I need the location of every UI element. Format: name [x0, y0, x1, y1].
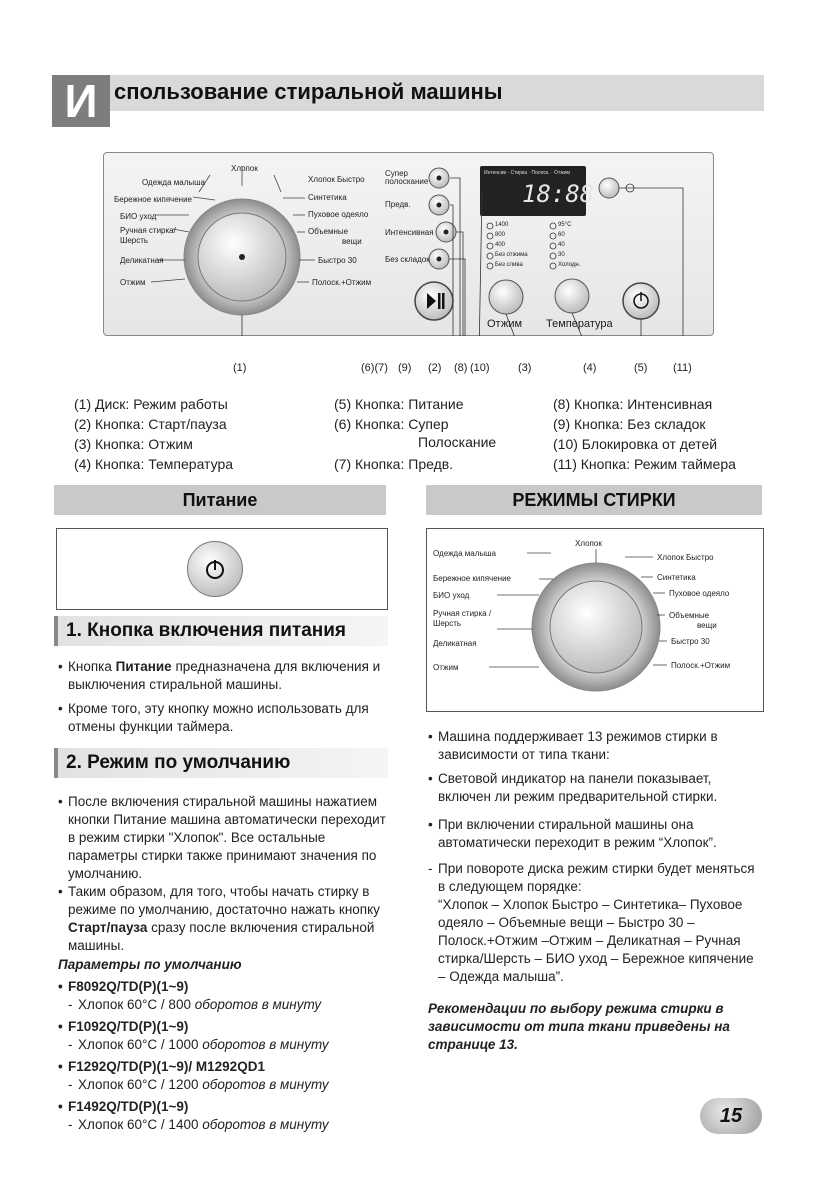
model-entry: • F1092Q/TD(P)(1~9) - Хлопок 60°C / 1000 оборотов в минуту: [58, 1018, 388, 1054]
defaults-title: Параметры по умолчанию: [58, 957, 242, 972]
model-entry: • F8092Q/TD(P)(1~9) - Хлопок 60°C / 800 оборотов в минуту: [58, 978, 388, 1014]
legend-item: (8) Кнопка: Интенсивная: [553, 396, 713, 412]
callout-number: (2): [428, 362, 442, 374]
bullet-paragraph: • После включения стиральной машины нажатием кнопки Питание машина автоматически переходит в режим стирки "Хлопок". Все остальные параметры стирки также принимают значения по умолчанию.: [58, 793, 388, 883]
panel-dial-label: Быстро 30: [318, 256, 357, 265]
legend-item: (6) Кнопка: Супер: [334, 416, 449, 432]
temperature-knob-label: Температура: [546, 318, 613, 330]
callout-number: (6)(7): [361, 362, 388, 374]
legend-column-3: [553, 394, 736, 474]
temp-option: Холодн.: [558, 262, 581, 268]
spin-option: Без отжима: [495, 252, 528, 258]
panel-dial-label: Пуховое одеяло: [308, 210, 369, 219]
temp-option: 95°C: [558, 222, 572, 228]
temp-option: 60: [558, 232, 565, 238]
dial-label: Бережное кипячение: [433, 574, 511, 583]
timer-button: [599, 178, 619, 198]
dial-label: Шерсть: [433, 619, 462, 628]
spin-option: 800: [495, 232, 506, 238]
dial-label: БИО уход: [433, 591, 470, 600]
legend-item: (5) Кнопка: Питание: [334, 396, 464, 412]
legend-item: (4) Кнопка: Температура: [74, 456, 234, 472]
dial-label: Быстро 30: [671, 637, 710, 646]
bullet-paragraph: • Таким образом, для того, чтобы начать стирку в режиме по умолчанию, достаточно нажать кнопку Старт/пауза сразу после включения стиральной машины.: [58, 883, 388, 955]
legend-item: (9) Кнопка: Без складок: [553, 416, 706, 432]
dial-label: Синтетика: [657, 573, 696, 582]
panel-dial-label: Хлопок Быстро: [308, 175, 365, 184]
bullet-paragraph: • Световой индикатор на панели показывает, включен ли режим предварительной стирки.: [428, 770, 762, 806]
panel-dial-label: Объемные: [308, 227, 349, 236]
legend-column-2: [334, 394, 496, 474]
legend-item: (2) Кнопка: Старт/пауза: [74, 416, 227, 432]
dial-label: Полоск.+Отжим: [671, 661, 731, 670]
power-icon: [203, 557, 227, 581]
legend-item: (11) Кнопка: Режим таймера: [553, 456, 736, 472]
spin-knob-label: Отжим: [487, 318, 523, 330]
legend-item: Полоскание: [418, 434, 497, 450]
section-title-wash-modes: РЕЖИМЫ СТИРКИ: [426, 485, 762, 515]
model-entry: • F1292Q/TD(P)(1~9)/ M1292QD1 - Хлопок 60°C / 1200 оборотов в минуту: [58, 1058, 388, 1094]
legend-column-1: [74, 394, 233, 474]
panel-dial-label: Одежда малыша: [142, 178, 205, 187]
wash-mode-dial-box: [426, 528, 764, 712]
legend-item: (7) Кнопка: Предв.: [334, 456, 454, 472]
section-title-power: Питание: [54, 485, 386, 515]
panel-dial-label: вещи: [342, 237, 362, 246]
dial-label: вещи: [697, 621, 717, 630]
display-top-label: Интенсив · Стирка · Полоск. · Отжим: [484, 170, 570, 176]
power-text: [58, 658, 388, 736]
bullet-paragraph: • Машина поддерживает 13 режимов стирки в зависимости от типа ткани:: [428, 728, 762, 764]
dash-paragraph: - При повороте диска режим стирки будет меняться в следующем порядке:: [428, 860, 762, 896]
dial-label: Отжим: [433, 663, 459, 672]
callout-number: (8): [454, 362, 468, 374]
panel-dial-label: Отжим: [120, 278, 146, 287]
dial-label: Хлопок: [575, 539, 602, 548]
callout-number: (10): [470, 362, 490, 374]
callout-number: (4): [583, 362, 597, 374]
spin-option: 400: [495, 242, 506, 248]
panel-dial-label: Шерсть: [120, 236, 149, 245]
callout-number: (1): [233, 362, 247, 374]
display-digits: 18:88: [522, 180, 595, 208]
temperature-knob: [555, 279, 589, 313]
panel-button-label: Интенсивная: [385, 228, 434, 237]
panel-dial-label: Синтетика: [308, 193, 347, 202]
model-entry: • F1492Q/TD(P)(1~9) - Хлопок 60°C / 1400 оборотов в минуту: [58, 1098, 388, 1134]
panel-dial-label: Ручная стирка/: [120, 226, 176, 235]
header-initial: И: [52, 75, 110, 127]
wash-modes-text: [428, 728, 762, 1054]
bullet-paragraph: • При включении стиральной машины она автоматически переходит в режим “Хлопок”.: [428, 816, 762, 852]
panel-dial-label: Деликатная: [120, 256, 164, 265]
temp-option: 30: [558, 252, 565, 258]
callout-number: (11): [673, 362, 692, 374]
mode-sequence: “Хлопок – Хлопок Быстро – Синтетика– Пуховое одеяло – Объемные вещи – Быстро 30 – Полоск.+Отжим –Отжим – Деликатная – Ручная стирка/Шерсть – БИО уход – Бережное кипячение – Одежда малыша”.: [438, 897, 754, 984]
panel-dial-label: Бережное кипячение: [114, 195, 192, 204]
bullet-paragraph: • Кроме того, эту кнопку можно использовать для отмены функции таймера.: [58, 700, 388, 736]
panel-button-label: Супер полоскание: [385, 169, 429, 186]
callout-number: (3): [518, 362, 532, 374]
dial-label: Деликатная: [433, 639, 477, 648]
default-mode-text: [58, 793, 388, 1134]
panel-button-label: Без складок: [385, 255, 430, 264]
power-button-box: [56, 528, 388, 610]
panel-dial-label: БИО уход: [120, 212, 157, 221]
bullet-paragraph: • Кнопка Питание предназначена для включения и выключения стиральной машины.: [58, 658, 388, 694]
callout-number: (5): [634, 362, 648, 374]
legend-item: (10) Блокировка от детей: [553, 436, 718, 452]
power-button: [187, 541, 243, 597]
panel-button-label: Предв.: [385, 200, 411, 209]
callout-number: (9): [398, 362, 412, 374]
temp-option: 40: [558, 242, 565, 248]
recommendation-note: Рекомендации по выбору режима стирки в зависимости от типа ткани приведены на странице 13.: [428, 1001, 730, 1052]
subheading-default-mode: 2. Режим по умолчанию: [54, 748, 388, 778]
panel-dial-label: Полоск.+Отжим: [312, 278, 372, 287]
spin-knob: [489, 280, 523, 314]
panel-dial-top-label: Хлопок: [231, 164, 258, 173]
dial-label: Хлопок Быстро: [657, 553, 714, 562]
dial-label: Объемные: [669, 611, 710, 620]
legend-item: (1) Диск: Режим работы: [74, 396, 228, 412]
spin-option: Без слива: [495, 262, 523, 268]
spin-option: 1400: [495, 222, 509, 228]
page-title: спользование стиральной машины: [114, 79, 503, 104]
dial-label: Ручная стирка /: [433, 609, 492, 618]
subheading-power-button: 1. Кнопка включения питания: [54, 616, 388, 646]
dial-label: Пуховое одеяло: [669, 589, 730, 598]
page-number: 15: [700, 1098, 762, 1134]
legend-item: (3) Кнопка: Отжим: [74, 436, 193, 452]
dial-label: Одежда малыша: [433, 549, 496, 558]
